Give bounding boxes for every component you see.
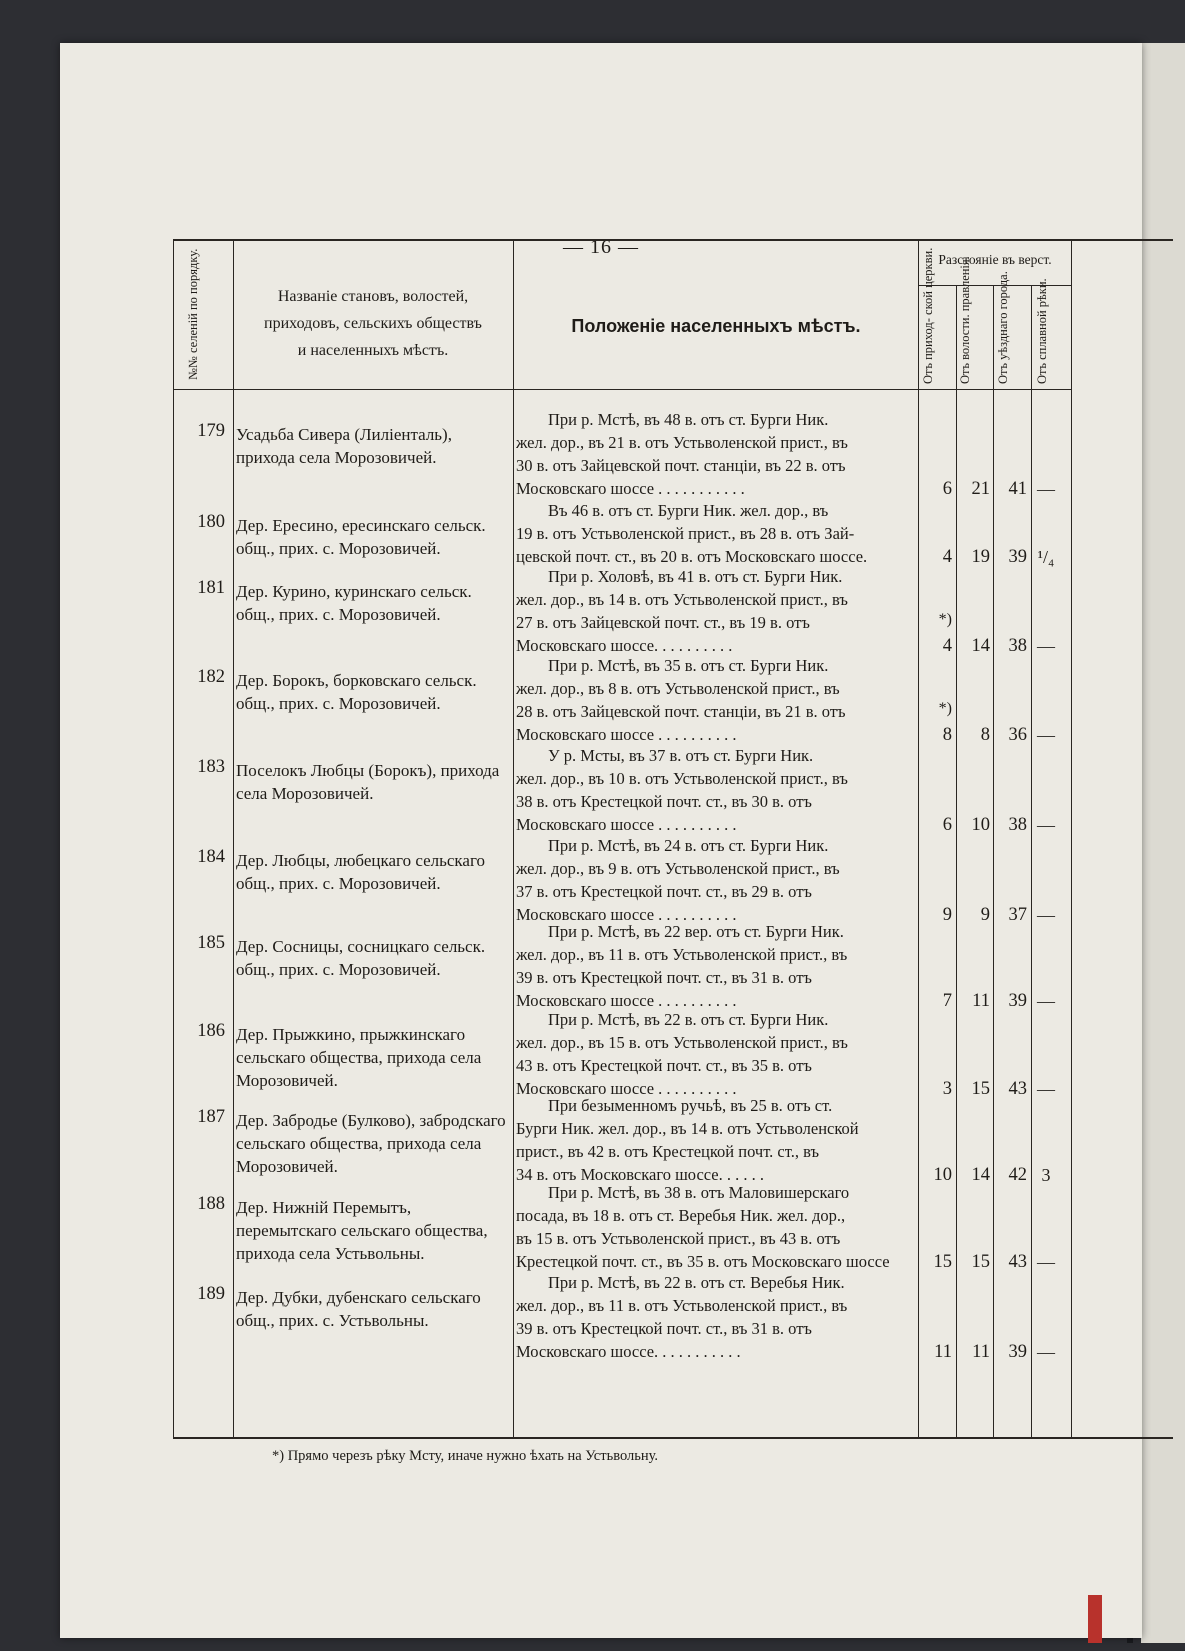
distance-value: 21 [971,479,990,499]
row-number: 185 [197,933,225,953]
table-rule [233,241,234,1437]
page-number: — 16 — [563,236,639,258]
distance-value: 43 [1008,1079,1027,1099]
distance-value: 15 [933,1252,952,1272]
distance-river-value: ¹/₄ [1037,547,1055,567]
distance-value: 8 [942,725,952,745]
header-distance-volost: Отъ волости. правленія. [958,256,972,384]
position-line: посада, въ 18 в. отъ ст. Веребья Ник. жел. дор., [516,1206,846,1225]
row-name: Дер. Прыжкино, прыжкинскаго сельскаго общества, прихода села Морозовичей. [236,1025,482,1090]
position-line: 37 в. отъ Крестецкой почт. ст., въ 29 в. отъ [516,882,812,901]
distance-river-value: — [1037,905,1055,925]
row-position [516,654,912,746]
distance-value: 37 [1008,905,1027,925]
row-name: Дер. Нижній Перемытъ, перемытскаго сельскаго общества, прихода села Устьвольны. [236,1198,488,1263]
row-position [516,408,912,500]
distance-value: 6 [942,815,952,835]
position-line: При р. Мстѣ, въ 48 в. отъ ст. Бурги Ник. [548,410,829,429]
settlements-table [173,239,1173,1439]
row-number: 183 [197,757,225,777]
distance-value: 39 [1008,1342,1027,1362]
position-line: Крестецкой почт. ст., въ 35 в. отъ Московскаго шоссе [516,1252,890,1271]
distance-value: 15 [971,1079,990,1099]
position-line: въ 15 в. отъ Устьволенской прист., въ 43 в. отъ [516,1229,841,1248]
position-line: цевской почт. ст., въ 20 в. отъ Московскаго шоссе. [516,547,868,566]
distance-river-value: — [1037,815,1055,835]
position-line: Московскаго шоссе. . . . . . . . . . . [516,1342,741,1361]
position-line: Московскаго шоссе . . . . . . . . . . [516,991,737,1010]
header-name-line: и населенныхъ мѣстъ. [297,342,449,359]
document-page [60,43,1142,1638]
row-number: 187 [197,1107,225,1127]
distance-value: 15 [971,1252,990,1272]
position-line: У р. Мсты, въ 37 в. отъ ст. Бурги Ник. [548,746,814,765]
header-distance-church: Отъ приход- ской церкви. [921,247,935,384]
position-line: 38 в. отъ Крестецкой почт. ст., въ 30 в. отъ [516,792,812,811]
row-name: Дер. Борокъ, борковскаго сельск. общ., прих. с. Морозовичей. [236,671,477,713]
distance-value: 3 [942,1079,952,1099]
distance-value: 11 [972,1342,990,1362]
distance-value: 36 [1008,725,1027,745]
header-col-name [237,283,509,364]
distance-river-value: — [1037,991,1055,1011]
position-line: При безыменномъ ручьѣ, въ 25 в. отъ ст. [548,1096,833,1115]
distance-value: 4 [942,547,952,567]
distance-value: 41 [1008,479,1027,499]
distance-value: 11 [972,991,990,1011]
distance-value: 39 [1008,991,1027,1011]
position-line: При р. Мстѣ, въ 22 в. отъ ст. Веребья Ник. [548,1273,845,1292]
distance-value: 6 [942,479,952,499]
distance-value: 38 [1008,815,1027,835]
row-number: 180 [197,512,225,532]
position-line: При р. Мстѣ, въ 22 вер. отъ ст. Бурги Ник. [548,922,844,941]
position-line: жел. дор., въ 11 в. отъ Устьволенской прист., въ [516,945,848,964]
position-line: 28 в. отъ Зайцевской почт. станціи, въ 21 в. отъ [516,702,846,721]
row-name: Дер. Дубки, дубенскаго сельскаго общ., прих. с. Устьвольны. [236,1288,481,1330]
position-line: жел. дор., въ 14 в. отъ Устьволенской прист., въ [516,590,848,609]
row-name: Дер. Любцы, любецкаго сельскаго общ., прих. с. Морозовичей. [236,851,486,893]
header-col-position: Положеніе населенныхъ мѣстъ. [571,316,861,336]
distance-value: 11 [934,1342,952,1362]
position-line: 39 в. отъ Крестецкой почт. ст., въ 31 в. отъ [516,968,812,987]
position-line: 39 в. отъ Крестецкой почт. ст., въ 31 в. отъ [516,1319,812,1338]
row-position [516,1094,912,1186]
distance-value: 9 [980,905,990,925]
distance-value: 14 [971,1165,990,1185]
footnote-marker: *) [938,700,952,717]
position-line: 30 в. отъ Зайцевской почт. станціи, въ 22 в. отъ [516,456,846,475]
position-line: При р. Холовѣ, въ 41 в. отъ ст. Бурги Ник. [548,567,843,586]
header-name-line: приходовъ, сельскихъ обществъ [264,315,482,332]
footnote-marker: *) [938,611,952,628]
footnote: *) Прямо черезъ рѣку Мсту, иначе нужно ѣхать на Устьвольну. [272,1448,659,1464]
header-col-number: №№ селеній по порядку. [186,248,200,380]
row-name: Усадьба Сивера (Лиліенталь), прихода села Морозовичей. [236,425,452,467]
position-line: При р. Мстѣ, въ 22 в. отъ ст. Бурги Ник. [548,1010,829,1029]
position-line: жел. дор., въ 11 в. отъ Устьволенской прист., въ [516,1296,848,1315]
position-line: Въ 46 в. отъ ст. Бурги Ник. жел. дор., въ [548,501,829,520]
table-rule [1031,285,1032,1437]
position-line: Московскаго шоссе . . . . . . . . . . [516,1079,737,1098]
distance-value: 43 [1008,1252,1027,1272]
row-number: 184 [197,847,225,867]
row-number: 179 [197,421,225,441]
row-number: 186 [197,1021,225,1041]
distance-value: 19 [971,547,990,567]
distance-value: 4 [942,636,952,656]
header-distance-town: Отъ уѣзднаго города. [996,271,1010,384]
position-line: жел. дор., въ 9 в. отъ Устьволенской прист., въ [516,859,840,878]
header-name-line: Названіе становъ, волостей, [277,288,469,305]
position-line: прист., въ 42 в. отъ Крестецкой почт. ст., въ [516,1142,819,1161]
row-position [516,1008,912,1100]
row-position [516,499,912,568]
header-distance-title: Разстояніе въ верст. [938,252,1052,267]
row-position [516,1271,912,1363]
row-name: Дер. Сосницы, сосницкаго сельск. общ., прих. с. Морозовичей. [236,937,486,979]
position-line: 19 в. отъ Устьволенской прист., въ 28 в. отъ Зай- [516,524,855,543]
distance-value: 42 [1008,1165,1027,1185]
position-line: Московскаго шоссе . . . . . . . . . . . [516,479,745,498]
distance-river-value: 3 [1041,1165,1051,1185]
row-name: Дер. Ересино, ересинскаго сельск. общ., прих. с. Морозовичей. [236,516,486,558]
table-rule [173,241,174,1437]
position-line: жел. дор., въ 8 в. отъ Устьволенской прист., въ [516,679,840,698]
distance-value: 7 [942,991,952,1011]
row-name: Поселокъ Любцы (Борокъ), прихода села Морозовичей. [236,761,500,803]
row-position [516,834,912,926]
distance-river-value: — [1037,636,1055,656]
row-name: Дер. Курино, куринскаго сельск. общ., прих. с. Морозовичей. [236,582,472,624]
position-line: жел. дор., въ 15 в. отъ Устьволенской прист., въ [516,1033,848,1052]
position-line: 34 в. отъ Московскаго шоссе. . . . . . [516,1165,764,1184]
distance-value: 9 [942,905,952,925]
distance-river-value: — [1037,1252,1055,1272]
row-position [516,920,912,1012]
bookmark-ribbon [1088,1595,1102,1643]
row-position [516,744,912,836]
row-number: 181 [197,578,225,598]
header-rule [173,389,1071,390]
distance-value: 38 [1008,636,1027,656]
row-number: 182 [197,667,225,687]
distance-river-value: — [1037,1342,1055,1362]
distance-value: 14 [971,636,990,656]
position-line: Московскаго шоссе . . . . . . . . . . [516,815,737,834]
position-line: 43 в. отъ Крестецкой почт. ст., въ 35 в. отъ [516,1056,812,1075]
row-number: 189 [197,1284,225,1304]
row-name: Дер. Забродье (Булково), забродскаго сельскаго общества, прихода села Морозовичей. [236,1111,506,1176]
position-line: При р. Мстѣ, въ 24 в. отъ ст. Бурги Ник. [548,836,829,855]
distance-river-value: — [1037,479,1055,499]
header-distance-river: Отъ сплавной рѣки. [1035,278,1049,384]
position-line: При р. Мстѣ, въ 35 в. отъ ст. Бурги Ник. [548,656,829,675]
position-line: жел. дор., въ 10 в. отъ Устьволенской прист., въ [516,769,848,788]
position-line: 27 в. отъ Зайцевской почт. ст., въ 19 в. отъ [516,613,810,632]
position-line: При р. Мстѣ, въ 38 в. отъ Маловишерскаго [548,1183,850,1202]
distance-value: 10 [933,1165,952,1185]
row-position [516,565,912,657]
distance-river-value: — [1037,725,1055,745]
distance-value: 8 [980,725,990,745]
position-line: Московскаго шоссе. . . . . . . . . . [516,636,733,655]
position-line: жел. дор., въ 21 в. отъ Устьволенской прист., въ [516,433,848,452]
row-number: 188 [197,1194,225,1214]
position-line: Московскаго шоссе . . . . . . . . . . [516,905,737,924]
table-rule [1071,241,1072,1437]
row-position [516,1181,912,1273]
distance-value: 10 [971,815,990,835]
distance-river-value: — [1037,1079,1055,1099]
position-line: Московскаго шоссе . . . . . . . . . . [516,725,737,744]
distance-value: 39 [1008,547,1027,567]
position-line: Бурги Ник. жел. дор., въ 14 в. отъ Устьволенской [516,1119,859,1138]
table-rule [513,241,514,1437]
